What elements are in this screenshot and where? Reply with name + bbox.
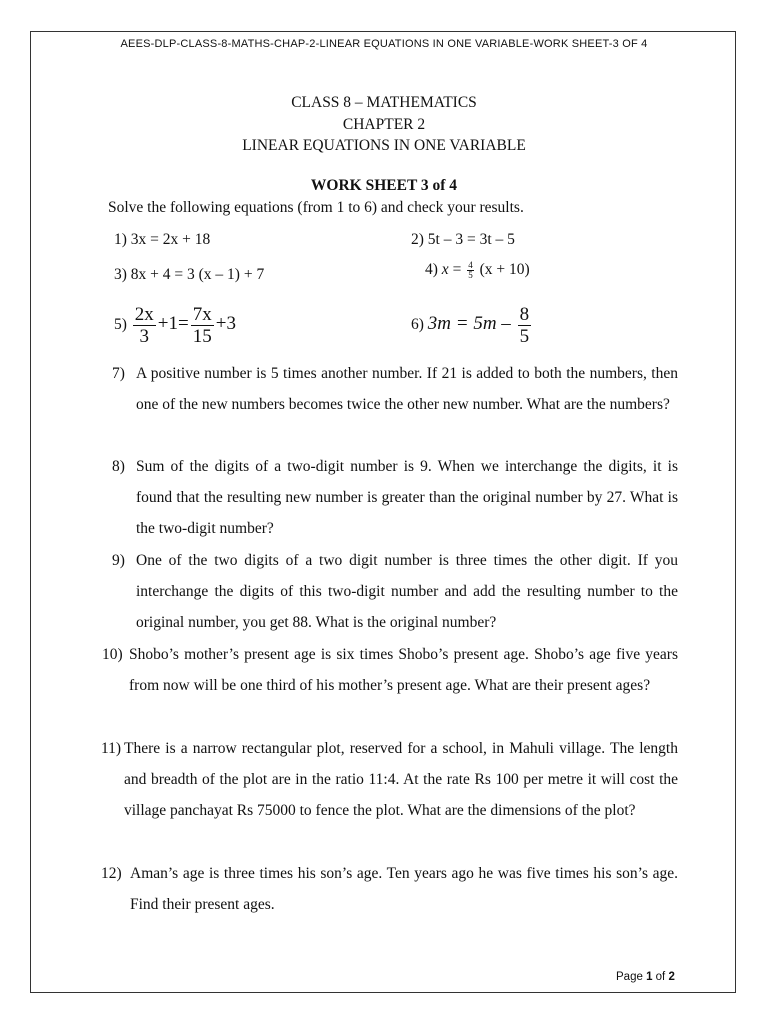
fraction-four-fifths: $\frac{4}{5}$ xyxy=(468,260,473,280)
equation-1: 1) 3x = 2x + 18 xyxy=(114,231,211,248)
document-header: AEES-DLP-CLASS-8-MATHS-CHAP-2-LINEAR EQUATIONS IN ONE VARIABLE-WORK SHEET-3 OF 4 xyxy=(120,38,648,50)
topic-title: LINEAR EQUATIONS IN ONE VARIABLE xyxy=(242,137,526,154)
worksheet-heading: WORK SHEET 3 of 4 xyxy=(310,177,458,194)
question-7: 7) A positive number is 5 times another number. If 21 is added to both the numbers, then one of the new numbers becomes twice the other new number. What are the numbers? xyxy=(112,365,678,413)
chapter-title: CHAPTER 2 xyxy=(342,116,426,133)
question-11: 11) There is a narrow rectangular plot, reserved for a school, in Mahuli village. The length and breadth of the plot are in the ratio 11:4. At the rate Rs 100 per metre it will cost the village panchayat Rs 75000 to fence the plot. What are the dimensions of the plot? xyxy=(101,740,678,819)
page-number: Page 1 of 2 xyxy=(616,971,675,983)
equation-4: 4) x = $\frac{4}{5}$ (x + 10) xyxy=(425,260,530,280)
question-8: 8) Sum of the digits of a two-digit number is 9. When we interchange the digits, it is found that the resulting new number is greater than the original number by 27. What is the two-digit number? xyxy=(112,458,678,537)
question-9: 9) One of the two digits of a two digit number is three times the other digit. If you interchange the digits of this two-digit number and add the resulting number to the original number, you get 88. What is the original number? xyxy=(112,552,678,631)
instruction-text: Solve the following equations (from 1 to 6) and check your results. xyxy=(108,199,524,216)
question-12: 12) Aman’s age is three times his son’s age. Ten years ago he was five times his son’s age. Find their present ages. xyxy=(101,865,678,913)
equation-6: 6) 3m = 5m – $\frac{8}{5}$ xyxy=(411,304,530,347)
equation-5: 5) $\frac{2x}{3}$ +1= $\frac{7x}{15}$ +3 xyxy=(114,304,236,347)
fraction-7x-over-15: $\frac{7x}{15}$ xyxy=(192,304,212,347)
equation-3: 3) 8x + 4 = 3 (x – 1) + 7 xyxy=(114,266,265,283)
fraction-2x-over-3: $\frac{2x}{3}$ xyxy=(134,304,154,347)
equation-2: 2) 5t – 3 = 3t – 5 xyxy=(411,231,515,248)
question-10: 10) Shobo’s mother’s present age is six times Shobo’s present age. Shobo’s age five years from now will be one third of his mother’s present age. What are their present ages? xyxy=(102,646,678,694)
class-title: CLASS 8 – MATHEMATICS xyxy=(291,94,477,111)
fraction-8-over-5: $\frac{8}{5}$ xyxy=(519,304,530,347)
